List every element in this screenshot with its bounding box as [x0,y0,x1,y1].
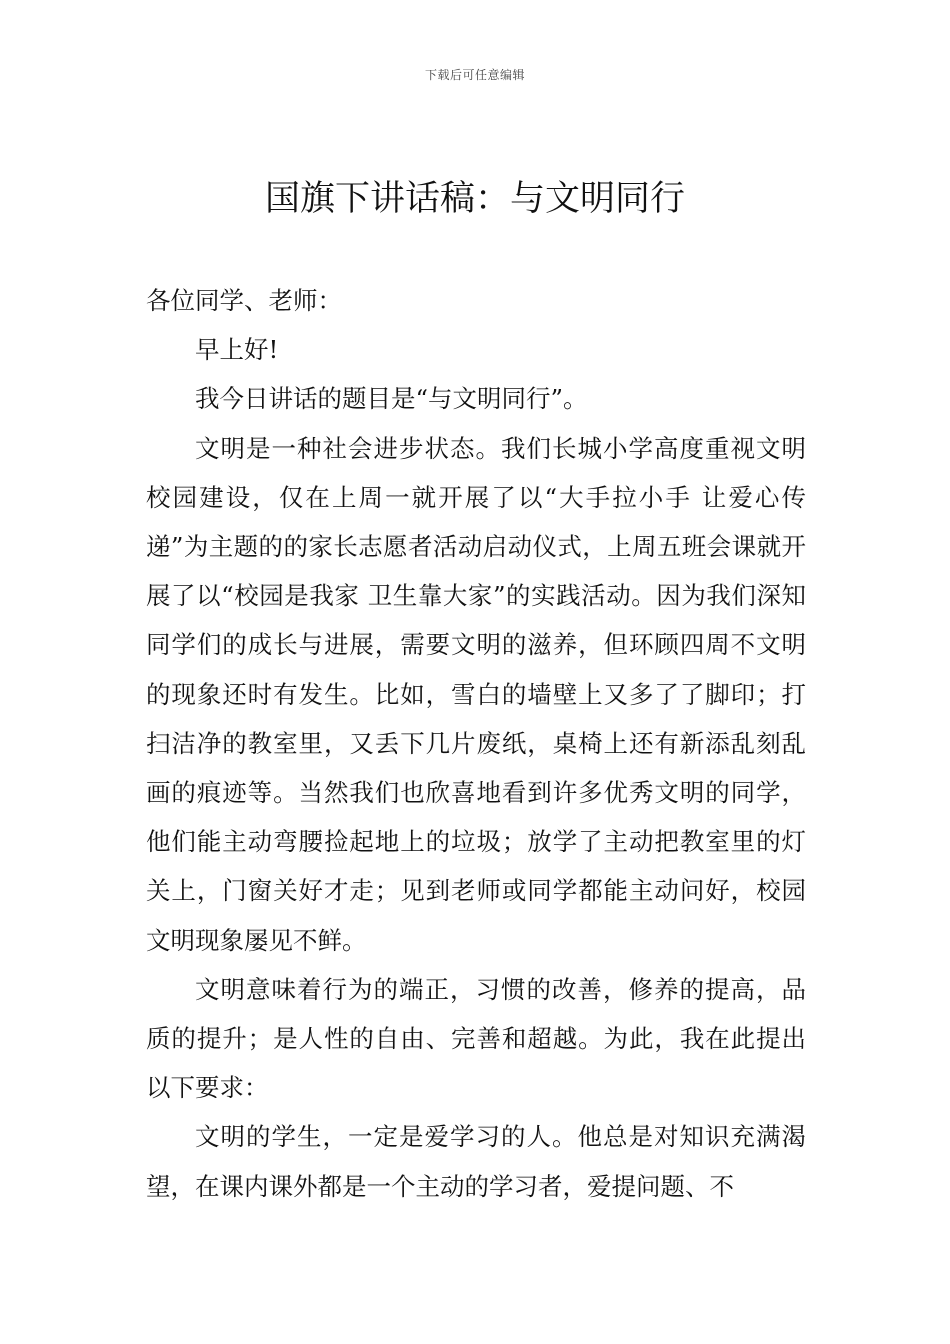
salutation: 各位同学、老师： [146,286,342,315]
paragraph-civilization-state: 文明是一种社会进步状态。我们长城小学高度重视文明校园建设，仅在上周一就开展了以“大手拉小手 让爱心传递”为主题的的家长志愿者活动启动仪式，上周五班会课就开展了以“校园是我家 卫生靠大家”的实践活动。因为我们深知同学们的成长与进展，需要文明的滋养，但环顾四周不文明的现象还时有发生。比如，雪白的墙壁上又多了了脚印；打扫洁净的教室里，又丢下几片废纸，桌椅上还有新添乱刻乱画的痕迹等。当然我们也欣喜地看到许多优秀文明的同学，他们能主动弯腰捡起地上的垃圾；放学了主动把教室里的灯关上，门窗关好才走；见到老师或同学都能主动问好，校园文明现象屡见不鲜。 [146,433,806,955]
paragraph-greeting: 早上好! [195,335,279,365]
paragraph-topic: 我今日讲话的题目是“与文明同行”。 [195,384,588,414]
header-note: 下载后可任意编辑 [424,68,525,82]
document-body [146,276,806,1211]
document-title: 国旗下讲话稿：与文明同行 [264,179,685,219]
paragraph-student-learning: 文明的学生，一定是爱学习的人。他总是对知识充满渴望，在课内课外都是一个主动的学习者，爱提问题、不 [146,1122,806,1201]
paragraph-civilization-meaning: 文明意味着行为的端正，习惯的改善，修养的提高，品质的提升；是人性的自由、完善和超越。为此，我在此提出以下要求： [146,974,806,1103]
